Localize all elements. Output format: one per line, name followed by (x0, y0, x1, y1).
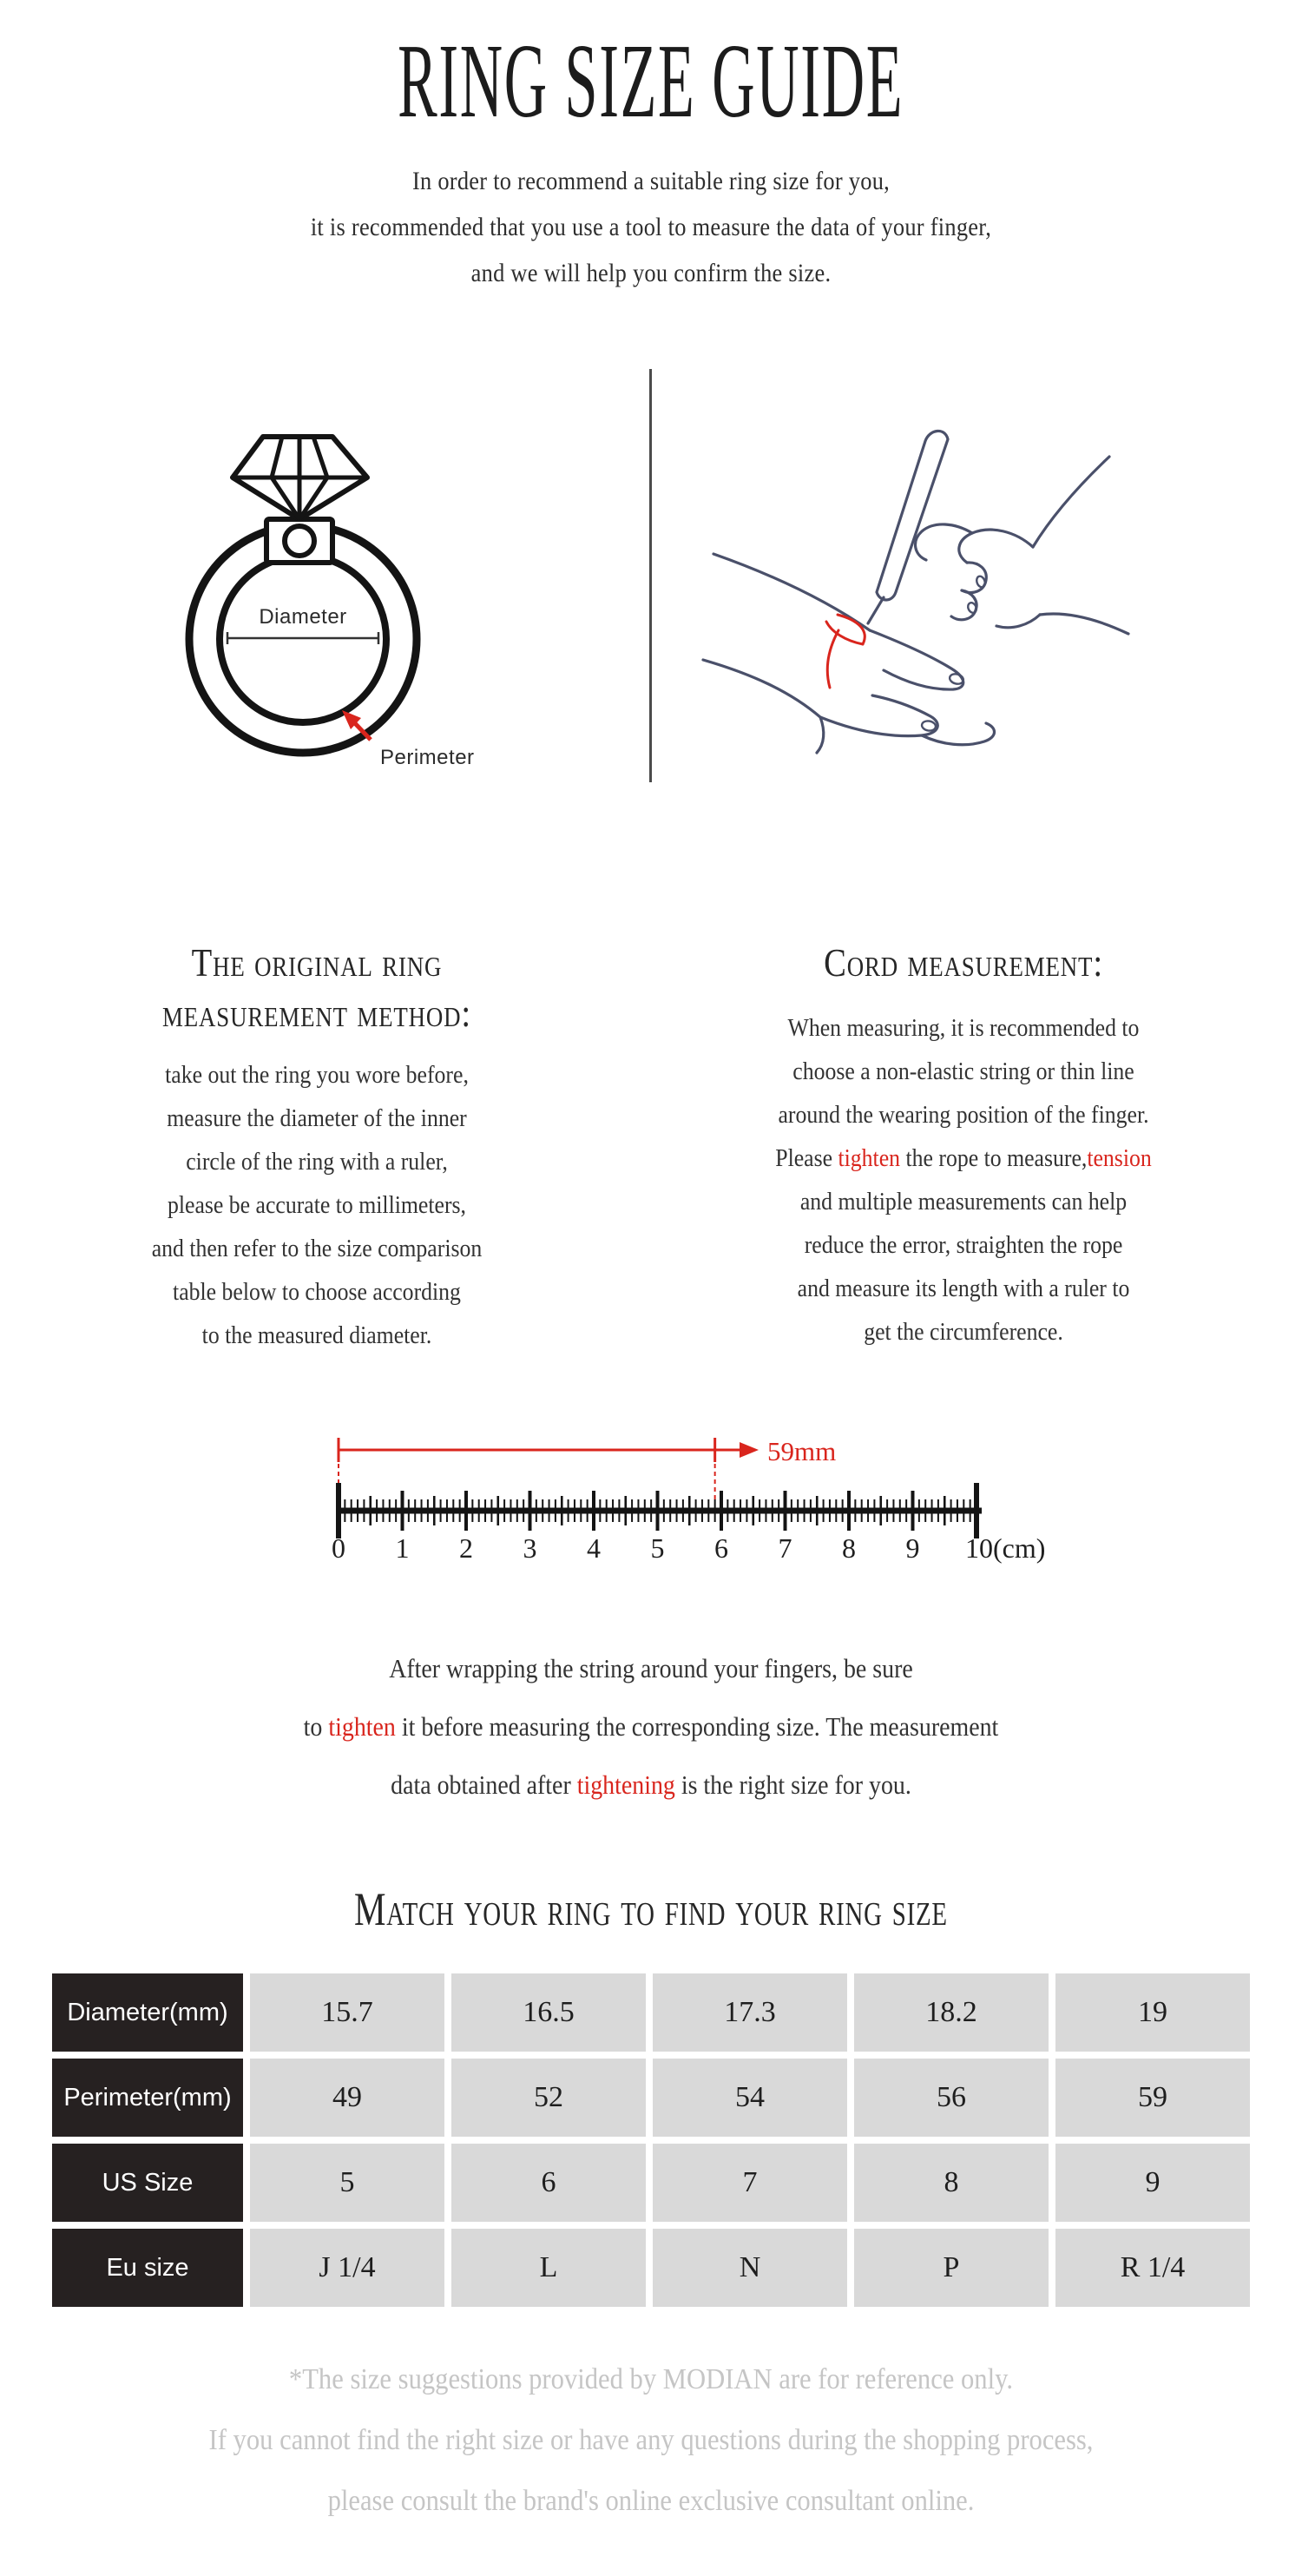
svg-text:2: 2 (459, 1532, 473, 1564)
table-cell: L (451, 2229, 646, 2307)
text-line: *The size suggestions provided by MODIAN are for reference only. (288, 2363, 1014, 2395)
ring-mount-hole (285, 526, 314, 556)
ring-diagram-illustration (130, 365, 651, 868)
text-line: around the wearing position of the finger. (778, 1102, 1149, 1129)
left-hand-being-measured (703, 554, 995, 753)
svg-text:1: 1 (395, 1532, 410, 1564)
table-cell: 49 (250, 2059, 444, 2137)
text-line: and then refer to the size comparison (151, 1235, 483, 1262)
svg-text:5: 5 (650, 1532, 665, 1564)
text-line: measure the diameter of the inner (167, 1105, 467, 1132)
table-row-label: Diameter(mm) (52, 1973, 243, 2052)
svg-text:10(cm): 10(cm) (965, 1532, 1046, 1564)
after-measurement-note (0, 1639, 1302, 1814)
table-cell: 17.3 (653, 1973, 847, 2052)
table-cell: N (653, 2229, 847, 2307)
column-divider (649, 369, 652, 782)
svg-text:3: 3 (523, 1532, 537, 1564)
text-line: data obtained after tightening is the right size for you. (391, 1769, 911, 1800)
text-line: to tighten it before measuring the corresponding size. The measurement (303, 1711, 999, 1742)
text-line: take out the ring you wore before, (165, 1062, 469, 1089)
table-cell: R 1/4 (1055, 2229, 1250, 2307)
red-measuring-string (826, 615, 865, 688)
table-cell: 52 (451, 2059, 646, 2137)
text-line: please be accurate to millimeters, (167, 1192, 467, 1219)
table-heading-row (0, 1882, 1302, 1936)
svg-text:8: 8 (842, 1532, 856, 1564)
table-row-label: US Size (52, 2144, 243, 2222)
text-line: choose a non-elastic string or thin line (792, 1058, 1134, 1085)
table-cell: 18.2 (854, 1973, 1049, 2052)
table-cell: 8 (854, 2144, 1049, 2222)
table-cell: 56 (854, 2059, 1049, 2137)
table-cell: 5 (250, 2144, 444, 2222)
text-line: and we will help you confirm the size. (470, 259, 832, 287)
svg-text:4: 4 (587, 1532, 601, 1564)
table-row (52, 1973, 1250, 2052)
text-line: reduce the error, straighten the rope (804, 1232, 1123, 1259)
table-cell: 6 (451, 2144, 646, 2222)
text-line: and measure its length with a ruler to (797, 1275, 1130, 1302)
table-cell: 16.5 (451, 1973, 646, 2052)
diamond-icon (233, 437, 367, 519)
text-line: and multiple measurements can help (799, 1189, 1128, 1216)
cord-measurement-heading (673, 938, 1254, 988)
table-cell: 54 (653, 2059, 847, 2137)
table-cell: 59 (1055, 2059, 1250, 2137)
table-cell: P (854, 2229, 1049, 2307)
text-line: When measuring, it is recommended to (787, 1015, 1140, 1042)
ruler-section (312, 1415, 1050, 1576)
table-row-label: Perimeter(mm) (52, 2059, 243, 2137)
text-line: it is recommended that you use a tool to measure the data of your finger, (310, 213, 992, 241)
text-line: Please tighten the rope to measure,tension (775, 1145, 1152, 1172)
text-line: to the measured diameter. (201, 1322, 432, 1349)
intro-paragraph (0, 158, 1302, 296)
text-line: measurement method: (162, 991, 471, 1035)
table-cell: 9 (1055, 2144, 1250, 2222)
table-cell: J 1/4 (250, 2229, 444, 2307)
text-line: circle of the ring with a ruler, (186, 1149, 448, 1176)
original-ring-method-body (30, 1054, 603, 1358)
ruler-arrow-label: 59mm (767, 1436, 837, 1466)
table-heading: Match your ring to find your ring size (354, 1883, 948, 1935)
ruler-labels (332, 1532, 1045, 1564)
table-cell: 15.7 (250, 1973, 444, 2052)
table-cell: 19 (1055, 1973, 1250, 2052)
text-line: Cord measurement: (824, 940, 1103, 985)
table-row (52, 2229, 1250, 2307)
text-line: please consult the brand's online exclusive consultant online. (327, 2485, 975, 2517)
diameter-dimension-line (227, 632, 378, 644)
text-line: table below to choose according (173, 1279, 461, 1306)
svg-text:9: 9 (905, 1532, 920, 1564)
page-title-row (0, 23, 1302, 140)
ruler-ticks (339, 1483, 976, 1538)
original-ring-method-heading (30, 938, 603, 1038)
diameter-label: Diameter (259, 605, 347, 629)
table-cell: 7 (653, 2144, 847, 2222)
measurement-arrow (339, 1436, 836, 1502)
text-line: The original ring (191, 940, 443, 985)
hands-measuring-illustration (668, 373, 1285, 860)
right-hand-with-pen (868, 431, 1128, 634)
footer-note (0, 2349, 1302, 2532)
size-table (52, 1973, 1250, 2307)
svg-text:6: 6 (714, 1532, 728, 1564)
ruler-illustration (312, 1415, 1050, 1571)
text-line: After wrapping the string around your fingers, be sure (389, 1653, 913, 1683)
table-row-label: Eu size (52, 2229, 243, 2307)
page-title: RING SIZE GUIDE (398, 23, 904, 140)
svg-text:7: 7 (778, 1532, 792, 1564)
text-line: get the circumference. (864, 1319, 1063, 1346)
table-row (52, 2144, 1250, 2222)
perimeter-label: Perimeter (380, 746, 475, 769)
cord-measurement-body (673, 1007, 1254, 1354)
table-row (52, 2059, 1250, 2137)
pen (877, 431, 948, 600)
text-line: If you cannot find the right size or have any questions during the shopping process, (208, 2424, 1094, 2456)
text-line: In order to recommend a suitable ring size for you, (411, 167, 891, 195)
svg-text:0: 0 (332, 1532, 345, 1564)
